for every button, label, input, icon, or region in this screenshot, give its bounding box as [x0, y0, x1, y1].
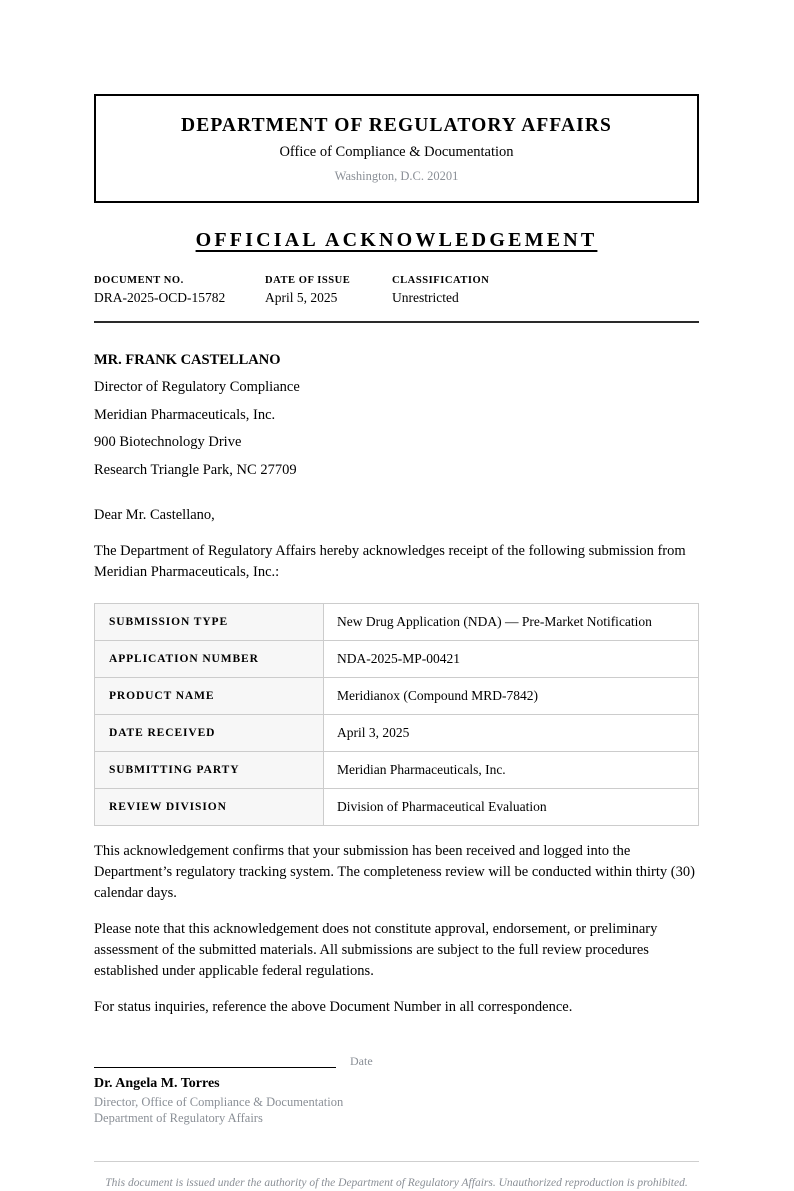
recipient-title: Director of Regulatory Compliance — [94, 379, 300, 396]
recipient-city-state-zip: Research Triangle Park, NC 27709 — [94, 461, 297, 478]
detail-value: Meridian Pharmaceuticals, Inc. — [324, 751, 699, 788]
meta-label: DATE OF ISSUE — [265, 274, 351, 286]
body-paragraph-1: This acknowledgement confirms that your submission has been received and logged into the Department’s regulatory tracking system. The completeness review will be conducted within thirty (30) calendar days. — [94, 842, 695, 901]
table-row — [95, 603, 699, 640]
office-address: Washington, D.C. 20201 — [334, 168, 459, 183]
document-meta-row — [94, 274, 699, 307]
table-row — [95, 677, 699, 714]
letterhead-box — [94, 94, 699, 203]
body-paragraph-3: For status inquiries, reference the above Document Number in all correspondence. — [94, 998, 573, 1015]
detail-label: APPLICATION NUMBER — [95, 640, 324, 677]
detail-value: April 3, 2025 — [324, 714, 699, 751]
detail-label: REVIEW DIVISION — [95, 788, 324, 825]
detail-label: SUBMITTING PARTY — [95, 751, 324, 788]
document-footer — [94, 1161, 699, 1191]
table-row — [95, 640, 699, 677]
recipient-street: 900 Biotechnology Drive — [94, 434, 242, 451]
detail-value: Division of Pharmaceutical Evaluation — [324, 788, 699, 825]
detail-value: NDA-2025-MP-00421 — [324, 640, 699, 677]
table-row — [95, 788, 699, 825]
table-row — [95, 714, 699, 751]
signature-block — [94, 1054, 699, 1128]
detail-label: SUBMISSION TYPE — [95, 603, 324, 640]
document-title-container — [94, 229, 699, 252]
table-row — [95, 751, 699, 788]
signature-date-label: Date — [350, 1053, 373, 1068]
meta-label: DOCUMENT NO. — [94, 274, 184, 286]
office-name: Office of Compliance & Documentation — [279, 144, 514, 161]
signature-line-row — [94, 1054, 699, 1068]
signature-line — [94, 1054, 336, 1068]
meta-field-date-of-issue — [265, 274, 392, 307]
meta-value: April 5, 2025 — [265, 289, 338, 305]
meta-label: CLASSIFICATION — [392, 274, 490, 286]
header-divider — [94, 321, 699, 323]
meta-field-document-no — [94, 274, 265, 307]
department-name: DEPARTMENT OF REGULATORY AFFAIRS — [181, 115, 612, 136]
detail-value: Meridianox (Compound MRD-7842) — [324, 677, 699, 714]
submission-details-table — [94, 603, 699, 826]
recipient-block — [94, 347, 699, 485]
recipient-name: MR. FRANK CASTELLANO — [94, 351, 281, 368]
signatory-role: Director, Office of Compliance & Documentation — [94, 1094, 344, 1109]
detail-value: New Drug Application (NDA) — Pre-Market Notification — [324, 603, 699, 640]
meta-value: Unrestricted — [392, 289, 459, 305]
meta-field-classification — [392, 274, 489, 307]
signatory-name: Dr. Angela M. Torres — [94, 1075, 220, 1091]
intro-paragraph: The Department of Regulatory Affairs hereby acknowledges receipt of the following submission from Meridian Pharmaceuticals, Inc.: — [94, 542, 686, 580]
signatory-department: Department of Regulatory Affairs — [94, 1111, 263, 1126]
meta-value: DRA-2025-OCD-15782 — [94, 289, 226, 305]
footer-notice: This document is issued under the authority of the Department of Regulatory Affairs. Unauthorized reproduction is prohibited. — [105, 1177, 688, 1190]
detail-label: DATE RECEIVED — [95, 714, 324, 751]
page-title: OFFICIAL ACKNOWLEDGEMENT — [195, 228, 598, 251]
recipient-company: Meridian Pharmaceuticals, Inc. — [94, 406, 276, 423]
detail-label: PRODUCT NAME — [95, 677, 324, 714]
salutation: Dear Mr. Castellano, — [94, 506, 215, 523]
body-paragraph-2: Please note that this acknowledgement does not constitute approval, endorsement, or preliminary assessment of the submitted materials. All submissions are subject to the full review procedures established under applicable federal regulations. — [94, 920, 658, 979]
document-content — [94, 94, 699, 1191]
